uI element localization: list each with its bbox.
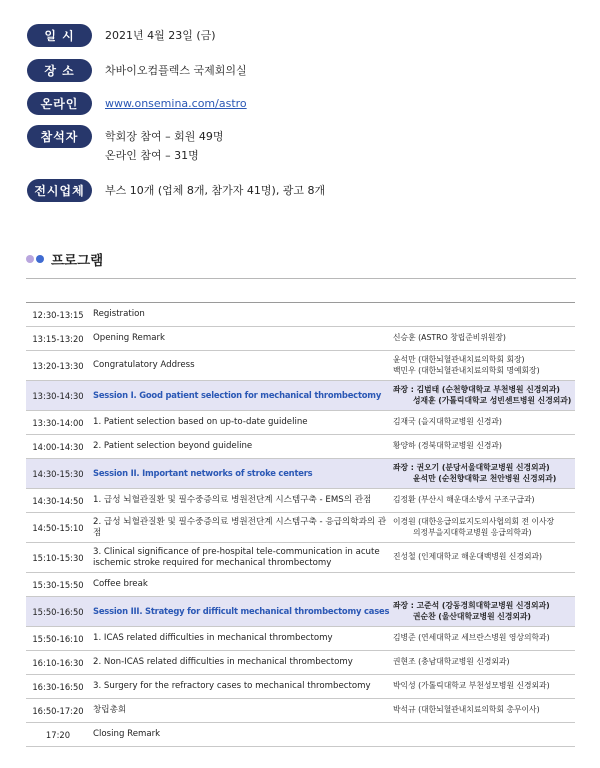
divider bbox=[26, 278, 576, 279]
program-time: 14:50-15:10 bbox=[26, 513, 90, 543]
speaker-line: 김재국 (을지대학교병원 신경과) bbox=[393, 417, 502, 427]
date-label-pill: 일 시 bbox=[27, 24, 92, 47]
program-speaker bbox=[393, 573, 575, 597]
program-title-cell: 2. Non-ICAS related difficulties in mechanical thrombectomy bbox=[90, 651, 393, 675]
session-row bbox=[26, 381, 575, 411]
program-row bbox=[26, 351, 575, 381]
info-row-online bbox=[27, 92, 247, 115]
program-time: 12:30-13:15 bbox=[26, 303, 90, 327]
program-table bbox=[26, 302, 575, 747]
program-row bbox=[26, 573, 575, 597]
program-speaker bbox=[393, 303, 575, 327]
program-speaker bbox=[393, 411, 575, 435]
speaker-line: 윤석만 (대한뇌혈관내치료의학회 회장) bbox=[393, 355, 525, 364]
program-speaker bbox=[393, 489, 575, 513]
program-time: 15:30-15:50 bbox=[26, 573, 90, 597]
program-speaker bbox=[393, 543, 575, 573]
program-speaker bbox=[393, 651, 575, 675]
speaker-line: 좌장 : 권오기 (분당서울대학교병원 신경외과) bbox=[393, 463, 550, 472]
program-time: 14:30-14:50 bbox=[26, 489, 90, 513]
speaker-line: 의정부을지대학교병원 응급의학과) bbox=[413, 527, 532, 537]
program-speaker bbox=[393, 597, 575, 627]
speaker-line: 성재훈 (가톨릭대학교 성빈센트병원 신경외과) bbox=[413, 395, 572, 405]
program-title-cell: 3. Surgery for the refractory cases to mechanical thrombectomy bbox=[90, 675, 393, 699]
speaker-line: 권현조 (충남대학교병원 신경외과) bbox=[393, 657, 510, 667]
program-speaker bbox=[393, 327, 575, 351]
program-time: 13:20-13:30 bbox=[26, 351, 90, 381]
bullet-dot-dark-icon bbox=[36, 255, 44, 263]
program-speaker bbox=[393, 675, 575, 699]
speaker-line: 박익성 (가톨릭대학교 부천성모병원 신경외과) bbox=[393, 681, 550, 691]
program-time: 16:30-16:50 bbox=[26, 675, 90, 699]
program-row bbox=[26, 327, 575, 351]
speaker-line: 진성철 (인제대학교 해운대백병원 신경외과) bbox=[393, 552, 543, 562]
program-row bbox=[26, 543, 575, 573]
program-speaker bbox=[393, 351, 575, 381]
program-title-cell: 1. ICAS related difficulties in mechanical thrombectomy bbox=[90, 627, 393, 651]
speaker-line: 김정환 (부산시 해운대소방서 구조구급과) bbox=[393, 495, 535, 505]
program-speaker bbox=[393, 723, 575, 747]
date-value: 2021년 4월 23일 (금) bbox=[105, 29, 216, 42]
speaker-line: 박석규 (대한뇌혈관내치료의학회 총무이사) bbox=[393, 705, 540, 715]
attendees-value: 학회장 참여 – 회원 49명 온라인 참여 – 31명 bbox=[105, 130, 224, 162]
attendees-label-pill: 참석자 bbox=[27, 125, 92, 148]
program-title-cell: 1. 급성 뇌혈관질환 및 필수중증의료 병원전단계 시스템구축 - EMS의 관점 bbox=[90, 489, 393, 513]
program-title-cell: Session I. Good patient selection for mechanical thrombectomy bbox=[90, 381, 393, 411]
exhibitors-label-pill: 전시업체 bbox=[27, 179, 92, 202]
speaker-line: 좌장 : 김범태 (순천향대학교 부천병원 신경외과) bbox=[393, 385, 560, 394]
online-value bbox=[105, 92, 247, 113]
program-row bbox=[26, 489, 575, 513]
program-speaker bbox=[393, 699, 575, 723]
speaker-line: 황양하 (경북대학교병원 신경과) bbox=[393, 441, 502, 451]
program-time: 16:50-17:20 bbox=[26, 699, 90, 723]
program-title-cell: Congratulatory Address bbox=[90, 351, 393, 381]
program-row bbox=[26, 651, 575, 675]
speaker-line: 윤석만 (순천향대학교 천안병원 신경외과) bbox=[413, 473, 557, 483]
program-time: 15:50-16:10 bbox=[26, 627, 90, 651]
program-time: 13:30-14:30 bbox=[26, 381, 90, 411]
venue-label-pill: 장 소 bbox=[27, 59, 92, 82]
program-title-cell: 2. 급성 뇌혈관질환 및 필수중증의료 병원전단계 시스템구축 - 응급의학과의 관점 bbox=[90, 513, 393, 543]
online-label-pill: 온라인 bbox=[27, 92, 92, 115]
program-time: 13:15-13:20 bbox=[26, 327, 90, 351]
program-row bbox=[26, 411, 575, 435]
program-title-cell: Session III. Strategy for difficult mechanical thrombectomy cases bbox=[90, 597, 393, 627]
speaker-line: 좌장 : 고준석 (강동경희대학교병원 신경외과) bbox=[393, 601, 550, 610]
program-time: 13:30-14:00 bbox=[26, 411, 90, 435]
info-row-attendees bbox=[27, 125, 224, 165]
program-row bbox=[26, 627, 575, 651]
info-row-exhibitors bbox=[27, 179, 325, 202]
program-time: 14:30-15:30 bbox=[26, 459, 90, 489]
program-speaker bbox=[393, 381, 575, 411]
venue-value: 차바이오컴플렉스 국제회의실 bbox=[105, 64, 247, 77]
speaker-line: 백민우 (대한뇌혈관내치료의학회 명예회장) bbox=[393, 365, 540, 375]
program-time: 15:10-15:30 bbox=[26, 543, 90, 573]
program-title-cell: Session II. Important networks of stroke centers bbox=[90, 459, 393, 489]
program-title: 프로그램 bbox=[51, 253, 104, 269]
program-title-cell: Registration bbox=[90, 303, 393, 327]
program-time: 17:20 bbox=[26, 723, 90, 747]
program-row bbox=[26, 699, 575, 723]
program-time: 16:10-16:30 bbox=[26, 651, 90, 675]
program-time: 15:50-16:50 bbox=[26, 597, 90, 627]
online-link[interactable]: www.onsemina.com/astro bbox=[105, 97, 247, 110]
program-speaker bbox=[393, 513, 575, 543]
program-row bbox=[26, 675, 575, 699]
program-title-cell: 1. Patient selection based on up-to-date guideline bbox=[90, 411, 393, 435]
program-title-cell: 3. Clinical significance of pre-hospital tele-communication in acute ischemic stroke required for mechanical thrombectomy bbox=[90, 543, 393, 573]
program-row bbox=[26, 303, 575, 327]
session-row bbox=[26, 597, 575, 627]
program-heading bbox=[26, 249, 103, 269]
program-speaker bbox=[393, 459, 575, 489]
program-row bbox=[26, 435, 575, 459]
program-title-cell: Coffee break bbox=[90, 573, 393, 597]
program-title-cell: 2. Patient selection beyond guideline bbox=[90, 435, 393, 459]
program-speaker bbox=[393, 435, 575, 459]
program-title-cell: Closing Remark bbox=[90, 723, 393, 747]
program-speaker bbox=[393, 627, 575, 651]
info-row-date bbox=[27, 24, 216, 47]
program-time: 14:00-14:30 bbox=[26, 435, 90, 459]
program-title-cell: Opening Remark bbox=[90, 327, 393, 351]
speaker-line: 권순찬 (울산대학교병원 신경외과) bbox=[413, 611, 531, 621]
bullet-dot-light-icon bbox=[26, 255, 34, 263]
speaker-line: 이경원 (대한응급의료지도의사협의회 전 이사장 bbox=[393, 517, 555, 526]
exhibitors-value: 부스 10개 (업체 8개, 참가자 41명), 광고 8개 bbox=[105, 184, 326, 197]
speaker-line: 김병준 (연세대학교 세브란스병원 영상의학과) bbox=[393, 633, 550, 643]
session-row bbox=[26, 459, 575, 489]
program-row bbox=[26, 513, 575, 543]
program-row bbox=[26, 723, 575, 747]
program-title-cell: 창립총회 bbox=[90, 699, 393, 723]
info-row-venue bbox=[27, 59, 247, 82]
speaker-line: 신승훈 (ASTRO 창립준비위원장) bbox=[393, 333, 506, 343]
